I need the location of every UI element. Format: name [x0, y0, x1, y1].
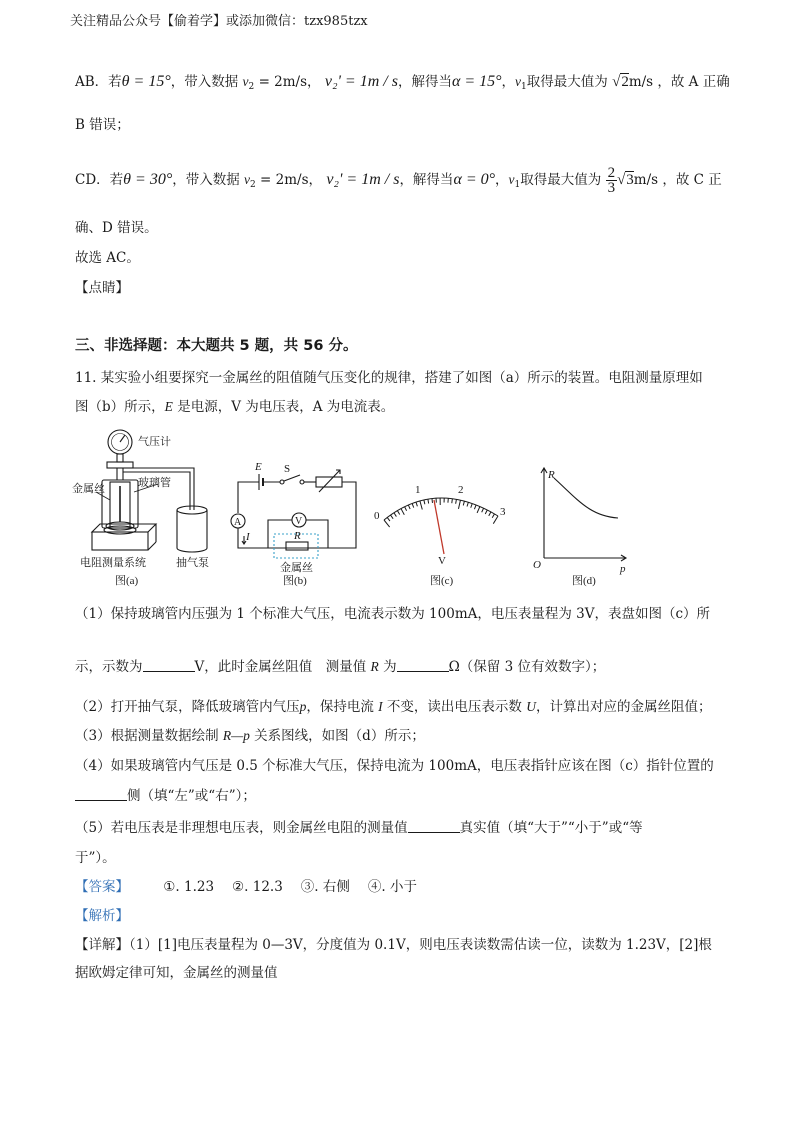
ab-suffix: ，故 A 正确	[657, 74, 730, 90]
cd-prefix: CD．若	[75, 172, 124, 188]
circuit-left-top	[238, 482, 259, 513]
graph-ylabel: R	[548, 469, 555, 481]
dial-tick-mark	[387, 517, 390, 521]
analysis-label: 【解析】	[75, 908, 129, 924]
switch-blade	[284, 475, 300, 481]
dial-tick-mark	[405, 507, 407, 511]
graph-origin: O	[533, 559, 541, 571]
p5-text-1: （5）若电压表是非理想电压表，则金属丝电阻的测量值	[75, 820, 408, 836]
wire-label-b: 金属丝	[280, 562, 313, 574]
p3-text-a: （3）根据测量数据绘制	[75, 728, 223, 744]
gauge-label: 气压计	[138, 436, 171, 448]
dial-tick-mark	[420, 501, 422, 510]
ab-v1-symbol: v	[515, 74, 522, 89]
q11-intro-1: 11. 某实验小组要探究一金属丝的阻值随气压变化的规律，搭建了如图（a）所示的装置。电阻测量原理如	[75, 370, 703, 386]
dial-tick-mark	[467, 502, 468, 506]
figure-b	[231, 470, 356, 558]
blank-resistance[interactable]	[397, 659, 449, 672]
section-title: 三、非选择题：本大题共 5 题，共 56 分。	[75, 338, 358, 354]
dial-tick-mark	[408, 505, 410, 509]
q11-intro2-b: 是电源，V 为电压表，A 为电流表。	[172, 399, 395, 415]
q11-part1-b	[75, 657, 605, 677]
cd-fraction	[606, 166, 618, 195]
pump-top	[177, 506, 207, 514]
q11-part5-b: 于”）。	[75, 850, 116, 866]
cd-mid3: ，	[495, 172, 509, 188]
ab-v2-prime: v₂' = 1m / s	[324, 73, 398, 90]
dial-tick-mark	[432, 498, 433, 502]
page-header: 关注精品公众号【偷着学】或添加微信：tzx985tzx	[70, 14, 368, 29]
pump-body	[177, 510, 207, 552]
dial-tick-mark	[485, 510, 487, 514]
ab-radicand: 2	[621, 74, 629, 90]
experiment-figure	[70, 420, 640, 600]
answer-line	[75, 877, 435, 897]
ab-sqrt-value: √2	[612, 74, 629, 90]
system-label: 电阻测量系统	[80, 557, 146, 569]
dial-tick-mark	[428, 499, 429, 503]
blank-compare[interactable]	[408, 820, 460, 833]
system-edge	[148, 542, 156, 550]
p1-text-2: V，此时金属丝阻值 测量值	[194, 659, 371, 675]
choose-answer: 故选 AC。	[75, 250, 140, 266]
graph-xlabel: p	[620, 563, 626, 575]
dial-tick-mark	[391, 515, 394, 519]
p3-rp: R—p	[222, 728, 250, 743]
dial-tick-mark	[394, 513, 396, 517]
blank-side[interactable]	[75, 788, 127, 801]
pump-label: 抽气泵	[176, 557, 209, 569]
option-cd-line	[75, 166, 722, 195]
dial-tick-2: 2	[458, 484, 464, 496]
q11-part3	[75, 726, 425, 746]
graph-curve	[554, 478, 618, 518]
battery-label: E	[255, 461, 262, 473]
cd-unit: m/s	[633, 172, 659, 188]
resistor-label: R	[294, 530, 301, 542]
p3-text-b: 关系图线，如图（d）所示；	[249, 728, 425, 744]
dial-tick-mark	[412, 503, 414, 507]
cd-mid2: ，解得当	[399, 172, 454, 188]
ab-v1-sub: 1	[521, 82, 527, 92]
dial-tick-mark	[474, 505, 476, 509]
dial-tick-mark	[424, 500, 425, 504]
ab-alpha: α = 15°	[451, 73, 502, 90]
figure-a	[92, 430, 207, 552]
dial-tick-mark	[456, 499, 457, 503]
option-cd-continued: 确、D 错误。	[75, 220, 158, 236]
option-b-wrong: B 错误；	[75, 117, 130, 133]
cd-mid1: ，带入数据	[172, 172, 240, 188]
detail-line-1: 【详解】（1）[1]电压表量程为 0—3V，分度值为 0.1V，则电压表读数需估读一位，读数为 1.23V，[2]根	[75, 937, 712, 953]
caption-d: 图(d)	[572, 575, 596, 587]
p1-text-1: 示，示数为	[75, 659, 143, 675]
dial-tick-1: 1	[415, 484, 421, 496]
cd-sqrt-value: √3	[617, 172, 634, 188]
dial-tick-mark	[482, 508, 484, 512]
gauge-mount	[107, 462, 133, 468]
tube-label: 玻璃管	[138, 477, 171, 489]
voltmeter-label: V	[295, 516, 303, 527]
p1-text-4: Ω（保留 3 位有效数字）；	[448, 659, 606, 675]
dial-tick-mark	[492, 514, 494, 518]
p2-text-c: 不变，读出电压表示数	[382, 699, 527, 715]
ab-mid4: 取得最大值为	[526, 74, 608, 90]
answer-label: 【答案】	[75, 879, 129, 895]
ab-theta: θ = 15°	[121, 73, 171, 90]
rheostat-arrow	[319, 470, 340, 492]
cd-mid4: 取得最大值为	[520, 172, 602, 188]
cd-v1-symbol: v	[508, 172, 515, 187]
blank-voltage[interactable]	[143, 659, 195, 672]
switch-terminal-2	[300, 480, 304, 484]
pipe-top-inner	[123, 468, 194, 510]
cd-frac-num: 2	[607, 165, 616, 181]
dial-tick-mark	[397, 511, 399, 515]
answer-item-1: ①. 1.23	[163, 879, 215, 895]
ammeter-label: A	[234, 517, 242, 528]
dial-tick-mark	[416, 502, 417, 506]
caption-b: 图(b)	[283, 575, 307, 587]
cd-suffix: ，故 C 正	[662, 172, 722, 188]
switch-label: S	[284, 463, 291, 475]
p2-i: I	[378, 699, 383, 714]
circuit-left-bottom	[238, 528, 268, 548]
detail-line-2: 据欧姆定律可知，金属丝的测量值	[75, 965, 278, 981]
q11-intro2-a: 图（b）所示，	[75, 399, 165, 415]
cd-v2-value: = 2m/s，	[260, 172, 323, 188]
ab-unit: m/s	[628, 74, 654, 90]
resistor-icon	[286, 542, 308, 550]
cd-v2-prime: v₂' = 1m / s	[326, 171, 400, 188]
voltmeter-right-lead	[306, 520, 328, 548]
ab-v2-value: = 2m/s，	[258, 74, 321, 90]
p2-p: p	[299, 699, 307, 714]
p2-text-b: ，保持电流	[306, 699, 379, 715]
cd-v2-symbol: v	[244, 172, 251, 187]
dial-tick-3: 3	[500, 506, 506, 518]
figure-d	[541, 468, 626, 561]
caption-c: 图(c)	[430, 575, 454, 587]
wire-label-a: 金属丝	[72, 483, 105, 495]
option-ab-line	[75, 72, 730, 97]
gauge-needle	[120, 435, 125, 442]
ab-mid3: ，	[501, 74, 516, 90]
cd-v1-sub: 1	[514, 180, 521, 190]
cd-frac-den: 3	[607, 180, 616, 196]
dial-tick-mark	[471, 504, 472, 508]
current-label: I	[246, 531, 250, 543]
answer-item-4: ④. 小于	[367, 879, 417, 895]
dial-tick-mark	[477, 507, 480, 513]
cd-theta: θ = 30°	[123, 171, 173, 188]
dial-tick-mark	[452, 499, 453, 503]
ab-v2-sub: 2	[248, 82, 255, 92]
dial-unit: V	[438, 555, 446, 567]
p2-text-a: （2）打开抽气泵，降低玻璃管内气压	[75, 699, 300, 715]
q11-intro2-e: E	[164, 399, 173, 414]
p4-text-b: 侧（填“左”或“右”）；	[127, 788, 256, 804]
dial-needle	[434, 500, 444, 554]
q11-part4-b	[75, 786, 256, 806]
p1-r-symbol: R	[370, 659, 379, 674]
q11-intro-2	[75, 397, 394, 417]
switch-terminal-1	[280, 480, 284, 484]
gauge-stem	[117, 454, 123, 462]
caption-a: 图(a)	[115, 575, 139, 587]
cd-radicand: 3	[626, 172, 634, 188]
ab-prefix: AB．若	[75, 74, 122, 90]
p5-text-2: 真实值（填“大于”“小于”或“等	[459, 820, 643, 836]
q11-part4-a: （4）如果玻璃管内气压是 0.5 个标准大气压，保持电流为 100mA，电压表指针应该在图（c）指针位置的	[75, 758, 714, 774]
ab-v2-symbol: v	[242, 74, 249, 89]
cd-v2-sub: 2	[250, 180, 256, 190]
measure-system-box	[92, 532, 148, 550]
q11-part2	[75, 697, 711, 717]
dial-tick-mark	[401, 509, 404, 515]
answer-item-3: ③. 右侧	[300, 879, 350, 895]
dial-tick-mark	[384, 520, 390, 527]
answer-item-2: ②. 12.3	[232, 879, 283, 895]
dial-tick-mark	[489, 512, 491, 516]
dial-tick-mark	[458, 500, 460, 509]
q11-part5-a	[75, 818, 643, 838]
p2-text-d: ，计算出对应的金属丝阻值；	[535, 699, 712, 715]
dial-tick-mark	[463, 501, 464, 505]
dial-ticks	[384, 498, 498, 527]
q11-part1-a: （1）保持玻璃管内压强为 1 个标准大气压，电流表示数为 100mA，电压表量程为 3V，表盘如图（c）所	[75, 606, 711, 622]
p1-text-3: 为	[378, 659, 397, 675]
cd-alpha: α = 0°	[453, 171, 496, 188]
dianjing-label: 【点睛】	[75, 280, 129, 296]
dial-tick-0: 0	[374, 510, 380, 522]
p2-u: U	[526, 699, 536, 714]
ab-mid1: ，带入数据	[170, 74, 239, 90]
circuit-right	[268, 482, 356, 548]
figure-c	[384, 498, 498, 554]
ab-mid2: ，解得当	[397, 74, 452, 90]
dial-tick-mark	[493, 516, 498, 524]
